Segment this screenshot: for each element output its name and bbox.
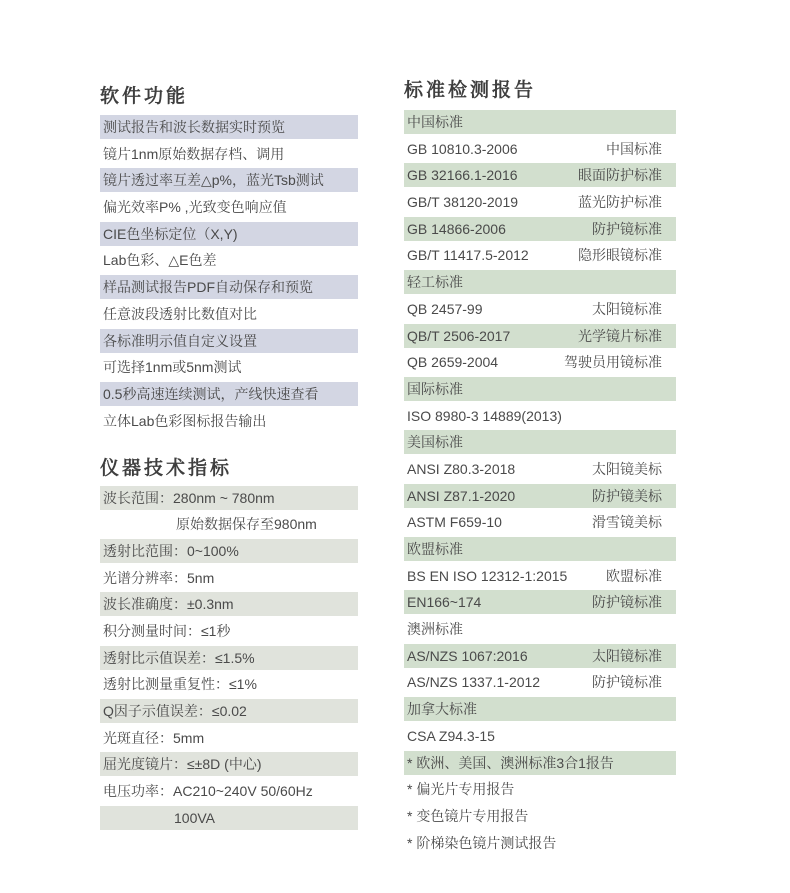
instrument-specs-title: 仪器技术指标 [100,457,233,479]
standard-name: 隐形眼镜标准 [578,247,662,264]
standard-code: ANSI Z80.3-2018 [407,460,516,477]
left-column [100,84,360,833]
standard-category [404,430,676,454]
standard-code: 国际标准 [407,380,463,397]
standard-code: QB/T 2506-2017 [407,327,511,344]
spec-item: 透射比测量重复性：≤1% [103,676,257,693]
spec-item: 原始数据保存至980nm [176,516,317,533]
standard-name: 太阳镜标准 [592,647,662,664]
standard-row [404,350,676,374]
standards-title: 标准检测报告 [404,80,537,101]
spec-item: 光斑直径：5mm [103,729,205,746]
standard-row [404,510,676,534]
spec-item: 积分测量时间：≤1秒 [103,623,231,639]
software-item: 镜片透过率互差△p%，蓝光Tsb测试 [100,168,358,192]
standard-category [404,270,676,294]
standard-code: EN166~174 [407,594,482,611]
standard-code: QB 2457-99 [407,300,483,317]
standard-code: 加拿大标准 [407,701,477,718]
software-item: Lab色彩、△E色差 [103,252,217,269]
standard-code: AS/NZS 1337.1-2012 [407,674,541,691]
standard-row [404,190,676,214]
report-note-text: * 偏光片专用报告 [407,781,515,798]
spec-item: 透射比范围：0~100% [100,539,358,563]
software-item: 0.5秒高速连续测试，产线快速查看 [100,382,358,406]
standard-category [404,377,676,401]
standard-code: GB 10810.3-2006 [407,140,518,157]
standard-code: ISO 8980-3 14889(2013) [407,407,562,424]
standard-name: 滑雪镜美标 [592,514,662,531]
software-functions-title: 软件功能 [100,86,189,107]
spec-item: 屈光度镜片：≤±8D (中心) [100,752,358,776]
standard-code: GB 32166.1-2016 [407,167,518,184]
standard-name: 防护镜标准 [592,674,662,691]
standard-row [404,670,676,694]
standard-name: 光学镜片标准 [578,327,662,344]
standard-code: QB 2659-2004 [407,354,499,371]
standard-row [404,297,676,321]
report-note [404,751,676,775]
report-note [404,831,676,855]
standard-row [404,564,676,588]
spec-item: 波长准确度：±0.3nm [100,592,358,616]
standard-name: 防护镜标准 [592,594,662,611]
report-note-text: * 阶梯染色镜片测试报告 [407,834,557,851]
standard-row [404,404,676,428]
report-note [404,804,676,828]
software-item: 测试报告和波长数据实时预览 [100,115,358,139]
standard-category [404,537,676,561]
software-item: 镜片1nm原始数据存档、调用 [103,145,285,162]
standard-code: GB 14866-2006 [407,220,506,237]
software-functions-list [100,115,360,433]
standard-code: CSA Z94.3-15 [407,727,495,744]
standard-code: GB/T 38120-2019 [407,194,519,211]
standard-row [404,590,676,614]
standard-row [404,724,676,748]
standard-row [404,324,676,348]
spec-item: 透射比示值误差：≤1.5% [100,646,358,670]
report-note [404,777,676,801]
spec-item: 光谱分辨率：5nm [103,569,215,586]
standard-name: 欧盟标准 [606,567,662,584]
software-item: 各标准明示值自定义设置 [100,329,358,353]
standard-row [404,217,676,241]
spec-item: Q因子示值误差：≤0.02 [100,699,358,723]
software-item: 立体Lab色彩图标报告输出 [103,412,267,429]
standard-row [404,644,676,668]
standard-code: 轻工标准 [407,274,463,291]
standard-row [404,163,676,187]
standard-category [404,697,676,721]
standard-code: ASTM F659-10 [407,514,502,531]
standard-name: 驾驶员用镜标准 [564,354,662,371]
right-column [404,78,676,857]
standard-row [404,484,676,508]
software-item: CIE色坐标定位（X,Y) [100,222,358,246]
standard-name: 防护镜标准 [592,220,662,237]
standard-category [404,617,676,641]
standard-code: BS EN ISO 12312-1:2015 [407,567,568,584]
software-item: 样品测试报告PDF自动保存和预览 [100,275,358,299]
standard-row [404,457,676,481]
software-item: 可选择1nm或5nm测试 [103,359,242,376]
software-item: 偏光效率P% ,光致变色响应值 [103,199,287,216]
software-item: 任意波段透射比数值对比 [103,305,257,322]
standard-name: 太阳镜标准 [592,300,662,317]
spec-item: 波长范围：280nm ~ 780nm [100,486,358,510]
standard-code: 澳洲标准 [407,621,463,638]
report-note-text: * 变色镜片专用报告 [407,807,529,824]
standard-name: 眼面防护标准 [578,167,662,184]
standard-category [404,110,676,134]
standard-row [404,137,676,161]
standard-code: 美国标准 [407,434,463,451]
standard-name: 中国标准 [606,140,662,157]
standard-code: 中国标准 [407,114,463,130]
standard-code: GB/T 11417.5-2012 [407,247,529,264]
standard-code: ANSI Z87.1-2020 [407,487,516,504]
spec-item: 电压功率：AC210~240V 50/60Hz [103,783,313,800]
standard-name: 太阳镜美标 [592,460,662,477]
standard-code: AS/NZS 1067:2016 [407,647,528,664]
instrument-specs-list [100,486,360,830]
report-note-text: * 欧洲、美国、澳洲标准3合1报告 [407,754,614,771]
standard-row [404,243,676,267]
standards-list [404,110,676,855]
standard-name: 防护镜美标 [592,487,662,504]
standard-name: 蓝光防护标准 [578,194,662,211]
standard-code: 欧盟标准 [407,541,463,557]
spec-item: 100VA [100,806,358,830]
